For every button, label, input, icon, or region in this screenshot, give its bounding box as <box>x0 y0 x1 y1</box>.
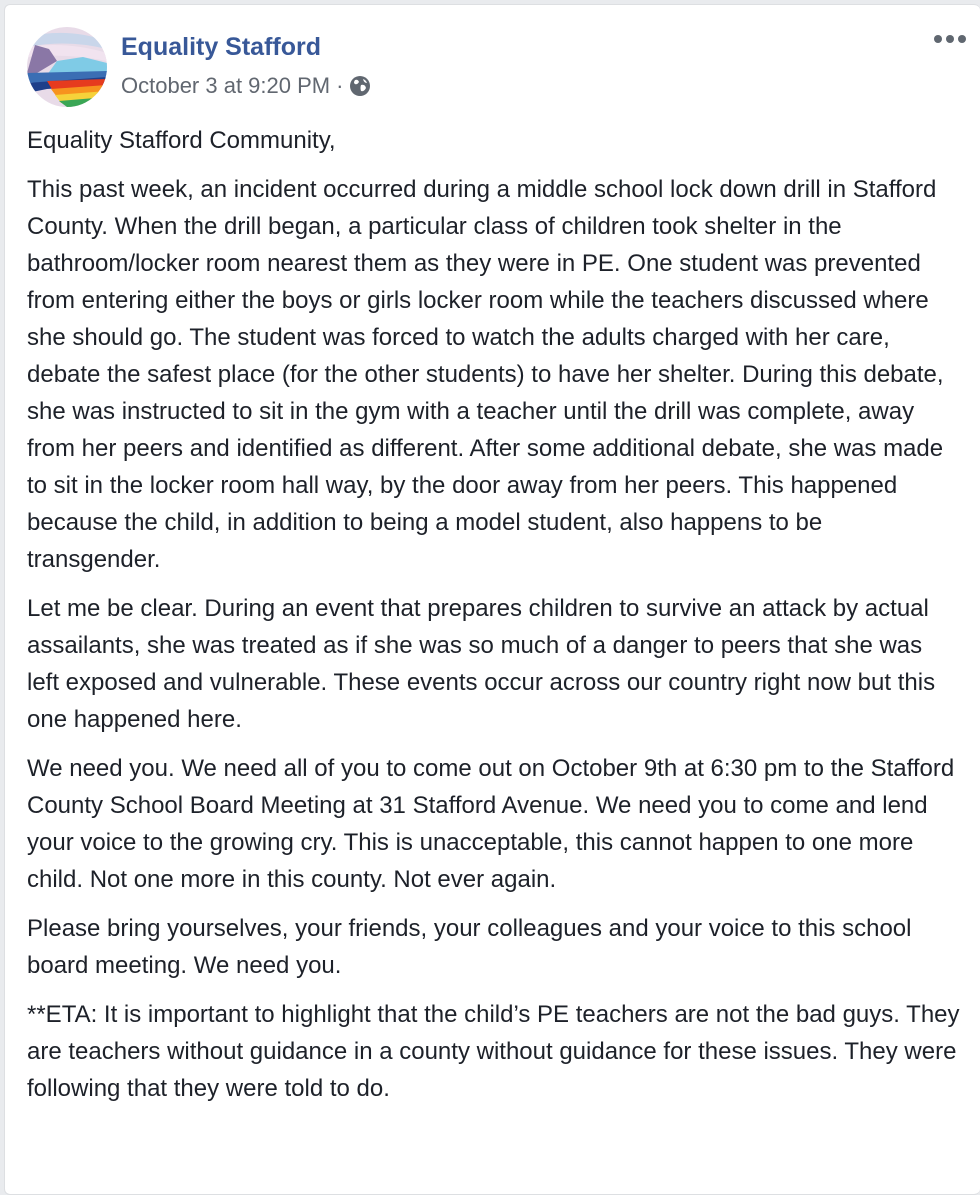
globe-icon[interactable] <box>349 75 371 97</box>
post-card <box>4 4 980 1195</box>
more-options-button[interactable] <box>934 35 966 43</box>
avatar-image <box>27 27 107 107</box>
post-paragraph-clarity: Let me be clear. During an event that prepares children to survive an attack by actual assailants, she was treated as if she was so much of a danger to peers that she was left exposed and vulnerable. These events occur across our country right now but this one happened here. <box>27 595 936 733</box>
more-dot-icon <box>934 35 942 43</box>
page-avatar[interactable] <box>27 27 107 107</box>
post-body <box>27 122 960 1119</box>
post-paragraph-invitation: Please bring yourselves, your friends, your colleagues and your voice to this school board meeting. We need you. <box>27 915 912 979</box>
post-paragraph-incident: This past week, an incident occurred during a middle school lock down drill in Stafford County. When the drill began, a particular class of children took shelter in the bathroom/locker room nearest them as they were in PE. One student was prevented from entering either the boys or girls locker room while the teachers discussed where she should go. The student was forced to watch the adults charged with her care, debate the safest place (for the other students) to have her shelter. During this debate, she was instructed to sit in the gym with a teacher until the drill was complete, away from her peers and identified as different. After some additional debate, she was made to sit in the locker room hall way, by the door away from her peers. This happened because the child, in addition to being a model student, also happens to be transgender. <box>27 176 944 573</box>
post-paragraph-eta: **ETA: It is important to highlight that the child’s PE teachers are not the bad guys. They are teachers without guidance in a county without guidance for these issues. They were following that they were told to do. <box>27 1001 960 1102</box>
post-paragraph-call-to-action: We need you. We need all of you to come out on October 9th at 6:30 pm to the Stafford County School Board Meeting at 31 Stafford Avenue. We need you to come and lend your voice to the growing cry. This is unacceptable, this cannot happen to one more child. Not one more in this county. Not ever again. <box>27 755 955 893</box>
post-paragraph-greeting: Equality Stafford Community, <box>27 127 336 154</box>
post-timestamp-link[interactable]: October 3 at 9:20 PM <box>121 73 331 98</box>
more-dot-icon <box>946 35 954 43</box>
author-name-link[interactable]: Equality Stafford <box>121 33 322 61</box>
post-meta <box>121 73 371 99</box>
more-dot-icon <box>958 35 966 43</box>
meta-separator: · <box>336 73 344 98</box>
